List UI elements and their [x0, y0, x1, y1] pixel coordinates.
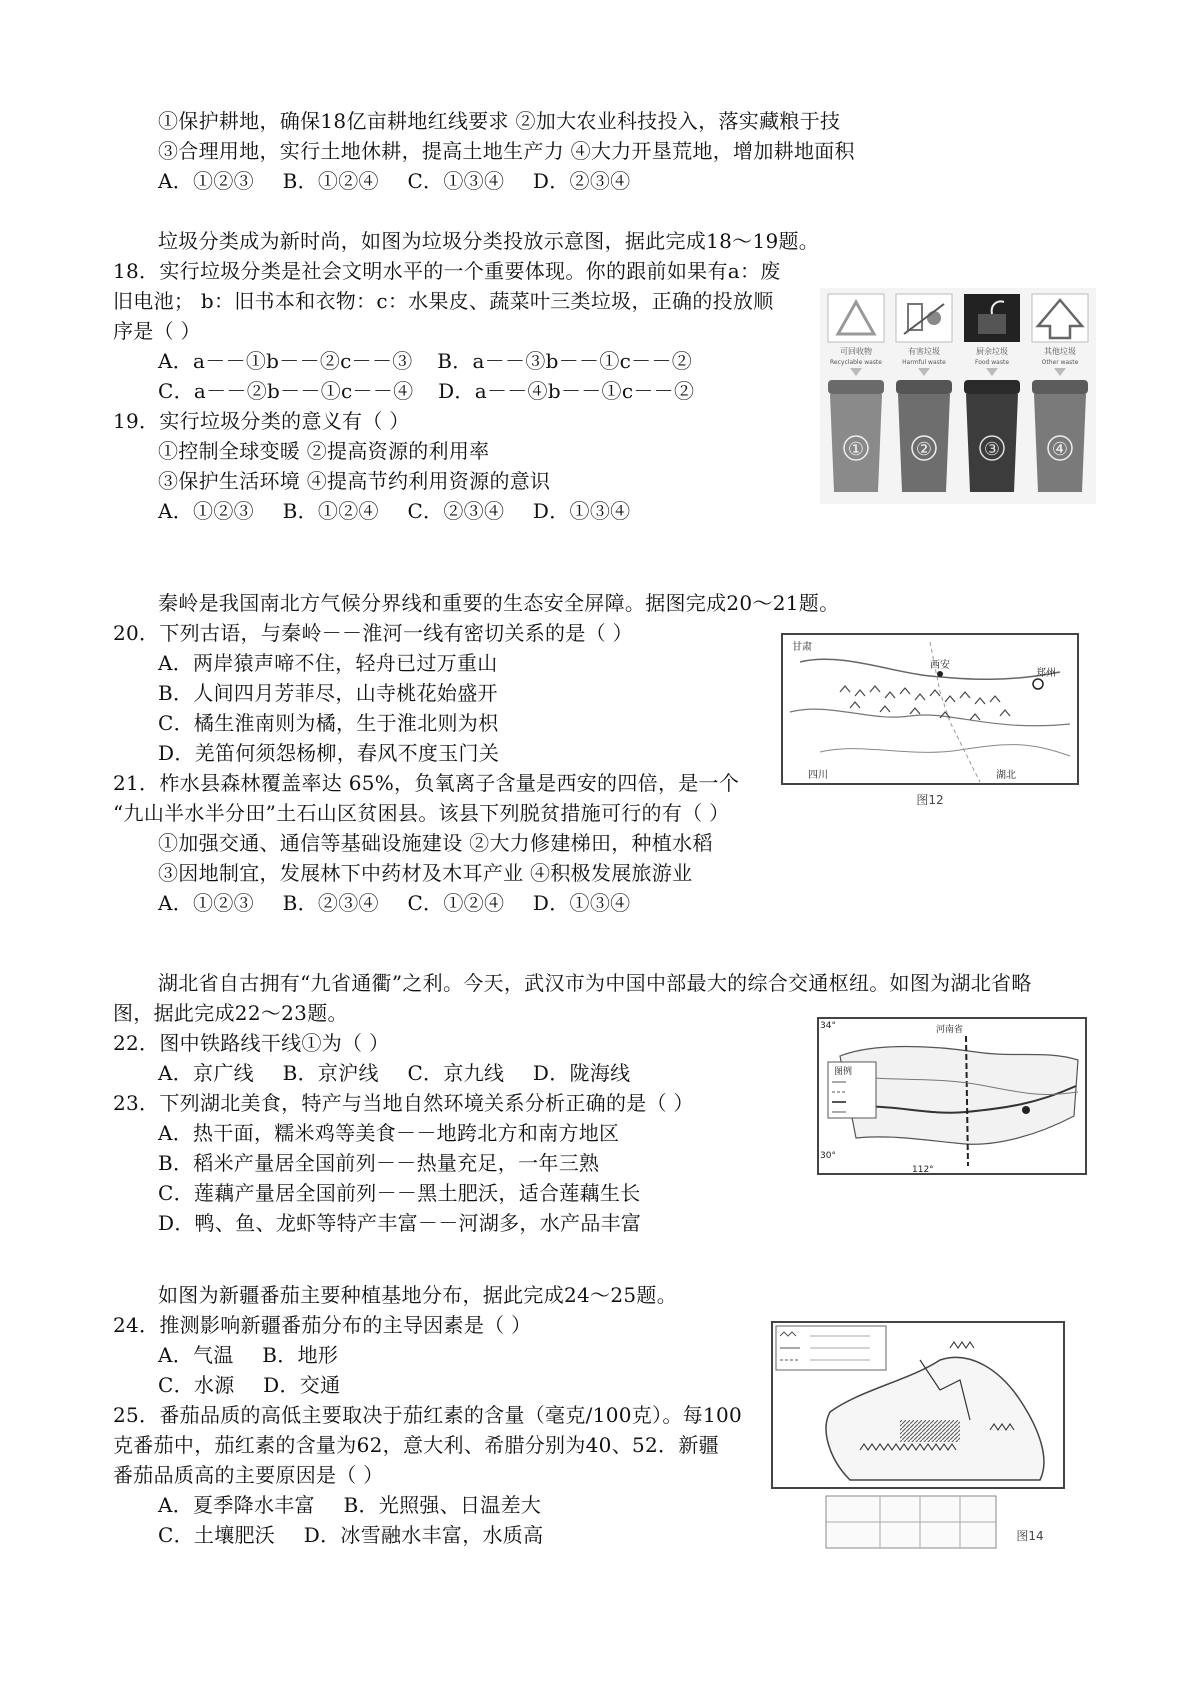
map-lat-34: 34° [820, 1021, 836, 1031]
q23-stem: 23．下列湖北美食，特产与当地自然环境关系分析正确的是（ ） [113, 1091, 694, 1115]
q23-option-b: B．稻米产量居全国前列－－热量充足，一年三熟 [158, 1151, 600, 1175]
q20-21-intro: 秦岭是我国南北方气候分界线和重要的生态安全屏障。据图完成20～21题。 [158, 591, 840, 615]
q20-option-c: C．橘生淮南则为橘，生于淮北则为枳 [158, 711, 499, 735]
q18-stem-line2: 旧电池； b：旧书本和衣物：c：水果皮、蔬菜叶三类垃圾，正确的投放顺 [113, 289, 774, 313]
map-legend-title: 图例 [834, 1067, 853, 1077]
q25-stem-line3: 番茄品质高的主要原因是（ ） [113, 1463, 384, 1487]
q20-stem: 20．下列古语，与秦岭－－淮河一线有密切关系的是（ ） [113, 621, 633, 645]
q20-option-b: B．人间四月芳菲尽，山寺桃花始盛开 [158, 681, 498, 705]
other-waste-icon [1032, 294, 1088, 342]
q20-option-d: D．羌笛何须怨杨柳，春风不度玉门关 [158, 741, 500, 765]
q19-options-line1: ①控制全球变暖 ②提高资源的利用率 [158, 439, 490, 463]
food-waste-icon [964, 294, 1020, 342]
xian-marker [937, 671, 943, 677]
q18-stem-line1: 18．实行垃圾分类是社会文明水平的一个重要体现。你的跟前如果有a：废 [113, 259, 781, 283]
q17-choices: A．①②③ B．①②④ C．①③④ D．②③④ [158, 169, 631, 193]
q18-stem-line3: 序是（ ） [113, 319, 201, 343]
q25-choices-cd: C．土壤肥沃 D．冰雪融水丰富，水质高 [158, 1523, 544, 1547]
q19-options-line2: ③保护生活环境 ④提高节约利用资源的意识 [158, 469, 551, 493]
qinling-map [780, 632, 1080, 810]
harmful-waste-icon [896, 294, 952, 342]
map-lon-112: 112° [912, 1165, 934, 1175]
q20-option-a: A．两岸猿声啼不住，轻舟已过万重山 [158, 651, 498, 675]
map-label-xian: 西安 [930, 660, 950, 671]
bin1-sublabel: Recyclable waste [830, 359, 882, 366]
tomato-base-areas [900, 1420, 960, 1442]
xinjiang-tomato-map [770, 1320, 1066, 1556]
bin3-label: 厨余垃圾 [976, 347, 1008, 356]
q22-23-intro-line2: 图，据此完成22～23题。 [113, 1001, 348, 1025]
q18-choices-ab: A．a－－①b－－②c－－③ B．a－－③b－－①c－－② [158, 349, 693, 373]
bin-2-number: ② [915, 439, 933, 460]
bin-1-number: ① [847, 439, 865, 460]
bin-3-number: ③ [983, 439, 1001, 460]
q24-stem: 24．推测影响新疆番茄分布的主导因素是（ ） [113, 1313, 532, 1337]
q22-choices: A．京广线 B．京沪线 C．京九线 D．陇海线 [158, 1061, 631, 1085]
bin2-sublabel: Harmful waste [902, 359, 946, 366]
garbage-bins-illustration [820, 288, 1096, 504]
figure-12-caption: 图12 [916, 793, 944, 807]
map-label-hubei: 湖北 [996, 770, 1016, 781]
recycle-icon [828, 294, 884, 342]
q18-choices-cd: C．a－－②b－－①c－－④ D．a－－④b－－①c－－② [158, 379, 695, 403]
bin2-label: 有害垃圾 [908, 347, 940, 356]
q24-choices-cd: C．水源 D．交通 [158, 1373, 341, 1397]
xinjiang-tomato-map-figure [770, 1320, 1066, 1556]
hubei-map [816, 1016, 1088, 1176]
map-label-gansu: 甘肃 [792, 642, 812, 653]
q18-19-intro: 垃圾分类成为新时尚，如图为垃圾分类投放示意图，据此完成18～19题。 [158, 229, 820, 253]
wuhan-marker [1022, 1106, 1030, 1114]
q23-option-c: C．莲藕产量居全国前列－－黑土肥沃，适合莲藕生长 [158, 1181, 641, 1205]
q19-stem: 19．实行垃圾分类的意义有（ ） [113, 409, 410, 433]
qinling-map-figure [780, 632, 1080, 810]
figure-14-caption: 图14 [1016, 1529, 1044, 1543]
bin-1 [828, 380, 884, 492]
q17-options-line2: ③合理用地，实行土地休耕，提高土地生产力 ④大力开垦荒地，增加耕地面积 [158, 139, 855, 163]
q22-stem: 22．图中铁路线干线①为（ ） [113, 1031, 390, 1055]
q21-stem-line2: “九山半水半分田”土石山区贫困县。该县下列脱贫措施可行的有（ ） [113, 801, 730, 825]
q21-choices: A．①②③ B．②③④ C．①②④ D．①③④ [158, 891, 631, 915]
map-label-henan: 河南省 [936, 1025, 964, 1035]
hubei-map-figure [816, 1016, 1088, 1176]
bin-4-number: ④ [1051, 439, 1069, 460]
bin4-label: 其他垃圾 [1044, 347, 1076, 356]
bin1-label: 可回收物 [840, 347, 872, 356]
q25-stem-line2: 克番茄中，茄红素的含量为62，意大利、希腊分别为40、52．新疆 [113, 1433, 719, 1457]
q21-stem-line1: 21．柞水县森林覆盖率达 65%，负氧离子含量是西安的四倍，是一个 [113, 771, 740, 795]
q21-options-line1: ①加强交通、通信等基础设施建设 ②大力修建梯田，种植水稻 [158, 831, 713, 855]
bin4-sublabel: Other waste [1041, 359, 1079, 366]
q17-options-line1: ①保护耕地，确保18亿亩耕地红线要求 ②加大农业科技投入，落实藏粮于技 [158, 109, 841, 133]
q24-25-intro: 如图为新疆番茄主要种植基地分布，据此完成24～25题。 [158, 1283, 677, 1307]
q25-choices-ab: A．夏季降水丰富 B．光照强、日温差大 [158, 1493, 542, 1517]
bin-4 [1032, 380, 1088, 492]
q23-option-a: A．热干面，糯米鸡等美食－－地跨北方和南方地区 [158, 1121, 620, 1145]
q22-23-intro-line1: 湖北省自古拥有“九省通衢”之利。今天，武汉市为中国中部最大的综合交通枢纽。如图为湖北省略 [158, 971, 1032, 995]
q23-option-d: D．鸭、鱼、龙虾等特产丰富－－河湖多，水产品丰富 [158, 1211, 642, 1235]
garbage-bins-figure [820, 288, 1096, 504]
bin-3 [964, 380, 1020, 492]
map-lat-30: 30° [820, 1151, 836, 1161]
q21-options-line2: ③因地制宜，发展林下中药材及木耳产业 ④积极发展旅游业 [158, 861, 693, 885]
bin-2 [896, 380, 952, 492]
q25-stem-line1: 25．番茄品质的高低主要取决于茄红素的含量（毫克/100克）。每100 [113, 1403, 743, 1427]
q19-choices: A．①②③ B．①②④ C．②③④ D．①③④ [158, 499, 631, 523]
q24-choices-ab: A．气温 B．地形 [158, 1343, 339, 1367]
map-label-sichuan: 四川 [808, 770, 828, 781]
map-label-zhengzhou: 郑州 [1036, 668, 1056, 679]
bin3-sublabel: Food waste [974, 359, 1010, 366]
